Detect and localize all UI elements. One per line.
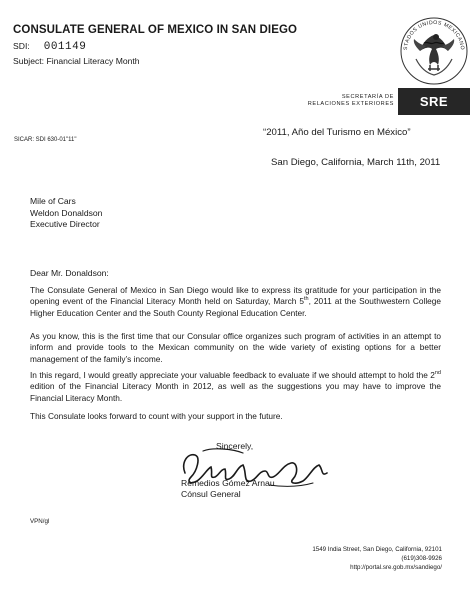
sdi-label: SDI: [13, 41, 30, 51]
body-paragraph-2: As you know, this is the first time that our Consular office organizes such program of activities in an attempt to inform and provide tools to the Mexican community on the wide variety of existing options for a better management of the family’s income. [30, 331, 441, 364]
coat-of-arms-seal-icon [398, 13, 470, 85]
sre-logo: SRE [398, 88, 470, 115]
subject-line: Subject: Financial Literacy Month [13, 56, 140, 66]
secretaria-text [270, 94, 394, 108]
p1-text-a: The Consulate General of Mexico in San Diego would like to express its gratitude for your participation in the opening event of the Financial Literacy Month held on Saturday, March 5 [30, 285, 441, 307]
address-street: 1549 India Street, San Diego, California, 92101 [312, 546, 442, 553]
recipient-name: Weldon Donaldson [30, 207, 103, 218]
recipient-company: Mile of Cars [30, 196, 76, 206]
body-paragraph-3 [30, 370, 441, 404]
seal-text: STADOS UNIDOS MEXICANO [402, 19, 466, 51]
body-paragraph-1 [30, 285, 441, 319]
address-website-link[interactable]: http://portal.sre.gob.mx/sandiego/ [350, 563, 442, 571]
closing-sincerely: Sincerely, [216, 441, 254, 451]
typist-initials: VPN/gl [30, 518, 50, 525]
recipient-block [30, 196, 102, 231]
signer-block [181, 478, 275, 500]
signer-name: Remedios Gómez Arnau [181, 478, 275, 488]
signer-title: Cónsul General [181, 489, 241, 499]
sdi-reference [13, 41, 86, 53]
secretaria-line-1: SECRETARÍA DE [341, 94, 394, 100]
body-paragraph-4: This Consulate looks forward to count with your support in the future. [30, 411, 283, 421]
letterhead-title: CONSULATE GENERAL OF MEXICO IN SAN DIEGO [13, 24, 298, 36]
p3-text-a: In this regard, I would greatly appreciate your valuable feedback to evaluate if we should attempt to hold the 2 [30, 370, 435, 380]
address-phone: (619)308-9926 [401, 554, 442, 562]
secretaria-line-2: RELACIONES EXTERIORES [307, 101, 394, 107]
salutation: Dear Mr. Donaldson: [30, 268, 109, 278]
sicar-reference: SICAR: SDI 630-01"11" [14, 137, 77, 143]
p1-text-b: , 2011 at the Southwestern College Higher Education Center and the South County Regional Education Center. [30, 296, 442, 318]
p3-text-b: edition of the Financial Literacy Month in 2012, as well as the suggestions you may have to improve the Financial Literacy Month. [30, 381, 441, 403]
p1-superscript: th [303, 296, 309, 303]
sdi-number: 001149 [43, 41, 87, 53]
p3-superscript: nd [434, 370, 441, 377]
date-line: San Diego, California, March 11th, 2011 [271, 157, 441, 168]
year-motto: “2011, Año del Turismo en México” [263, 127, 411, 138]
recipient-title: Executive Director [30, 219, 100, 229]
footer-address [290, 546, 442, 572]
